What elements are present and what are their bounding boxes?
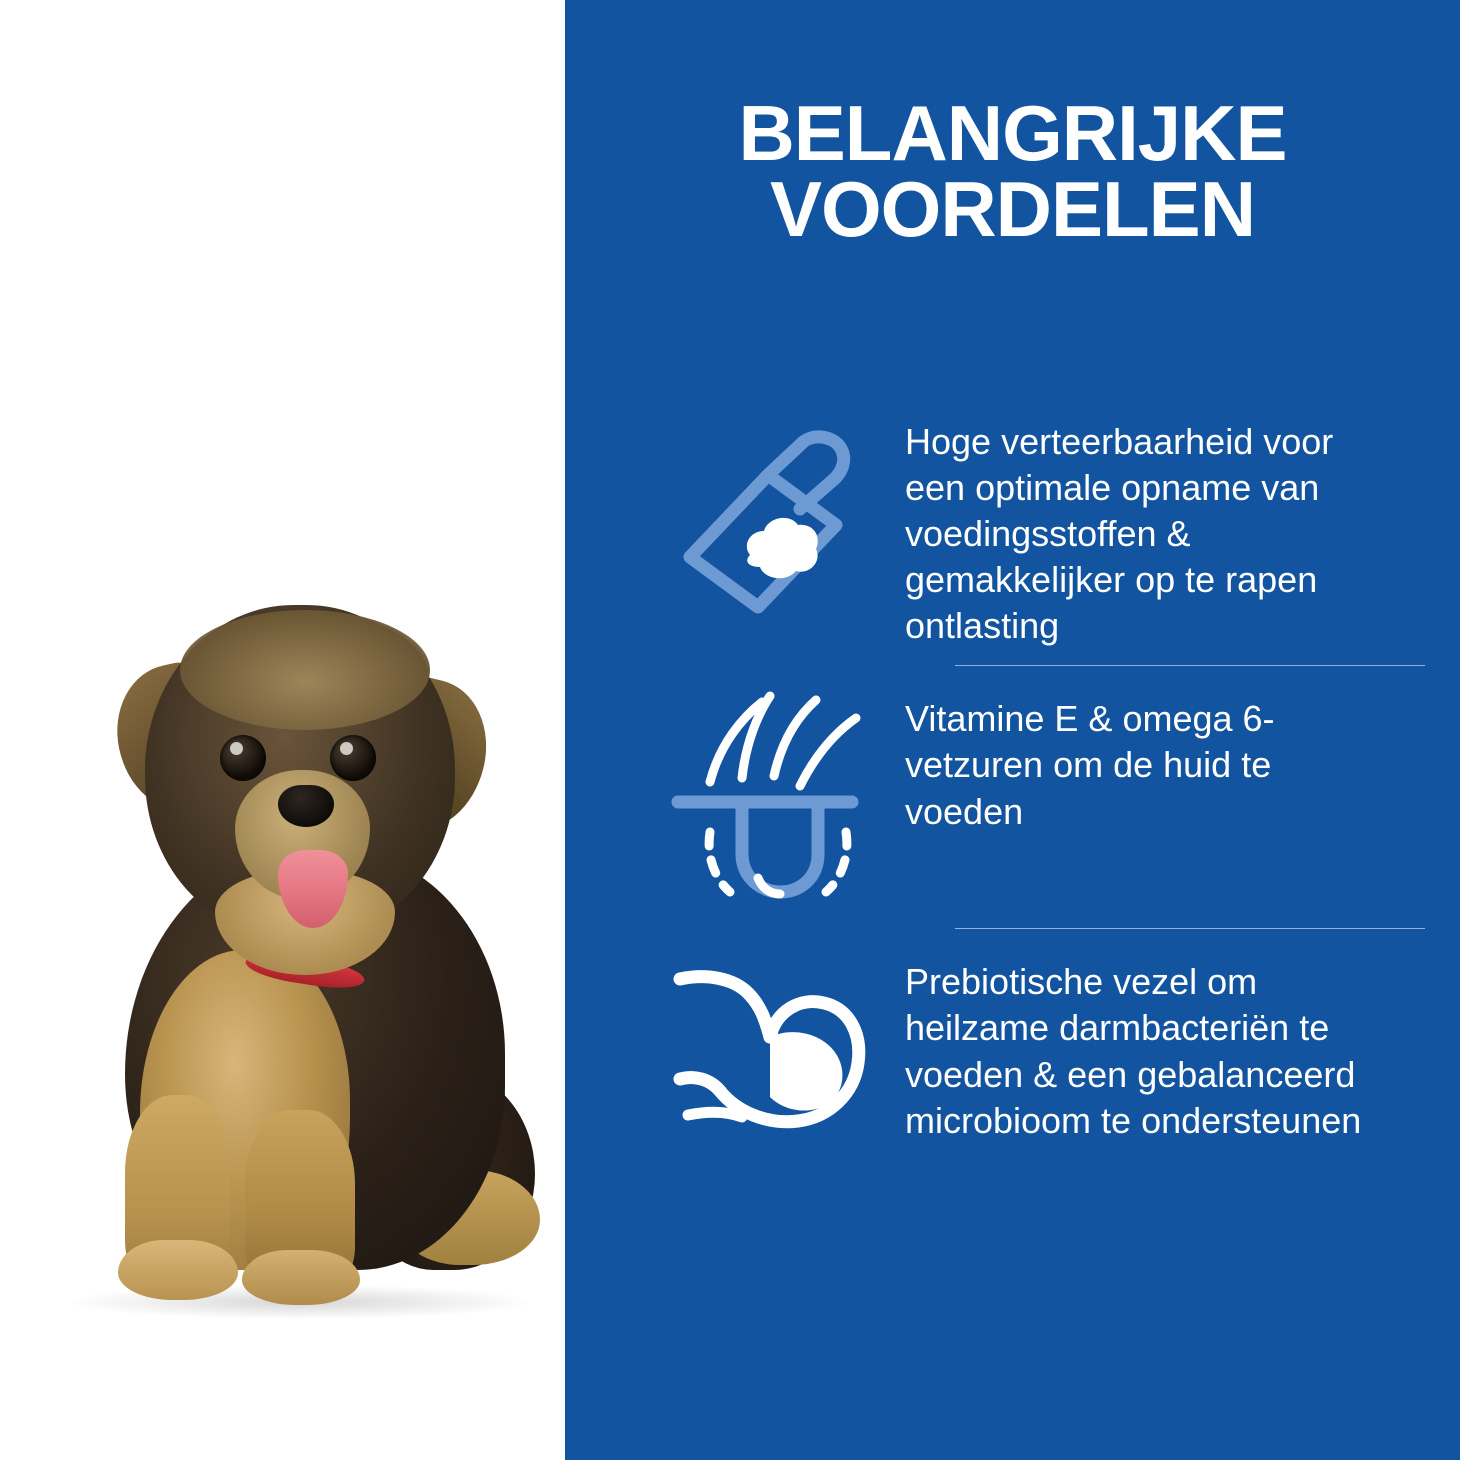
benefit-item xyxy=(625,945,1425,1145)
headline-line-2: VOORDELEN xyxy=(769,165,1256,254)
benefit-item xyxy=(625,682,1425,912)
benefits-list xyxy=(625,405,1425,1145)
page-title xyxy=(565,89,1460,254)
dog-brow-fur xyxy=(180,610,430,730)
stomach-digestive-icon xyxy=(625,945,905,1145)
dog-eye-right xyxy=(330,735,376,781)
dog-paw-right xyxy=(242,1250,360,1305)
dog-eye-left xyxy=(220,735,266,781)
dog-eye-glint-right xyxy=(340,742,353,755)
benefit-item xyxy=(625,405,1425,649)
hair-follicle-skin-icon xyxy=(625,682,905,912)
benefit-text: Hoge verteerbaarheid voor een optimale opname van voedingsstoffen & gemakkelijker op te rapen ontlasting xyxy=(905,421,1334,647)
dog-photo-panel xyxy=(0,0,565,1460)
benefit-text: Vitamine E & omega 6-vetzuren om de huid te voeden xyxy=(905,698,1275,832)
dog-eye-glint-left xyxy=(230,742,243,755)
scoop-with-stool-icon xyxy=(625,405,905,625)
dog-illustration xyxy=(30,550,560,1310)
benefit-text: Prebiotische vezel om heilzame darmbacteriën te voeden & een gebalanceerd microbioom te ondersteunen xyxy=(905,961,1362,1141)
benefit-divider xyxy=(955,928,1425,929)
dog-paw-left xyxy=(118,1240,238,1300)
benefit-divider xyxy=(955,665,1425,666)
headline-line-1: BELANGRIJKE xyxy=(738,89,1287,177)
